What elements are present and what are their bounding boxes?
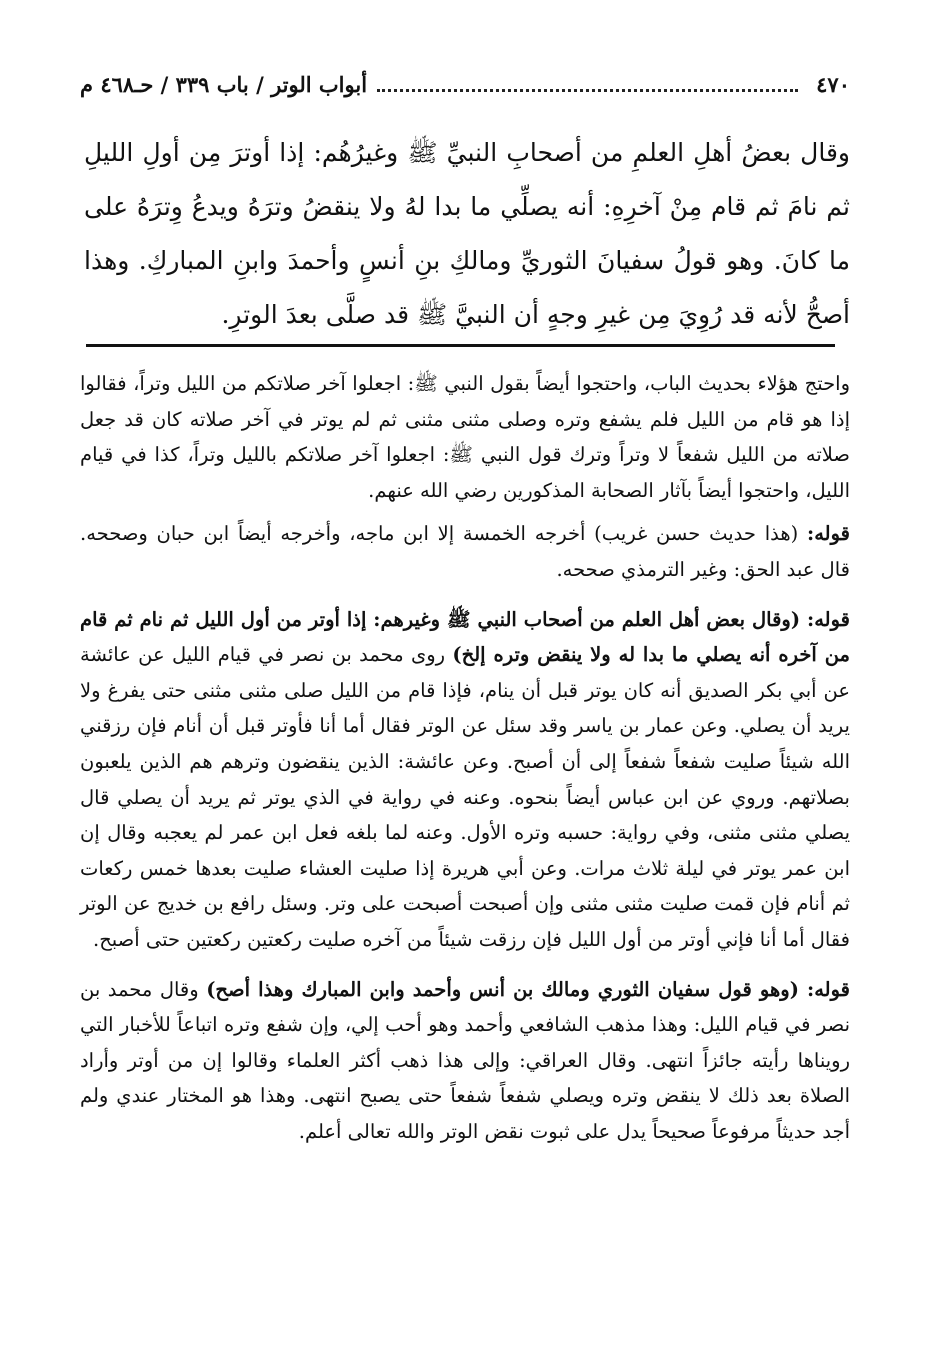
commentary-body: روى محمد بن نصر في قيام الليل عن عائشة عن أبي بكر الصديق أنه كان يوتر قبل أن ينام، فإذا قام من الليل صلى مثنى مثنى حتى يفرغ ولا يريد أن يصلي. وعن عمار بن ياسر وقد سئل عن الوتر فقال أما أنا فأوتر قبل أن أنام فإن رزقني الله شيئاً صليت شفعاً شفعاً إلى أن أصبح. وعن عائشة: الذين ينقضون وترهم هم الذين يلعبون بصلاتهم. وروي عن ابن عباس أيضاً بنحوه. وعنه في رواية في الذي يوتر ثم يريد أن يصلي قال يصلي مثنى مثنى، وفي رواية: حسبه وتره الأول. وعنه لما بلغه فعل ابن عمر لم يعجبه وقال إن ابن عمر يوتر في ليلة ثلاث مرات. وعن أبي هريرة إذا صليت العشاء صليت بعدها خمس ركعات ثم أنام فإن قمت صليت مثنى مثنى وإن أصبحت أصبحت على وتر. وسئل رافع بن خديج عن الوتر فقال أما أنا فإني أوتر من أول الليل فإن رزقت شيئاً من آخره صليت ركعتين ركعتين حتى أصبح. bbox=[80, 643, 850, 951]
hadith-text bbox=[84, 126, 850, 342]
header-dot-leader bbox=[377, 89, 798, 92]
commentary-paragraph-4 bbox=[80, 972, 850, 1150]
main-paragraph: وقال بعضُ أهلِ العلمِ من أصحابِ النبيِّ ﷺ وغيرُهُم: إذا أوترَ مِن أولِ الليلِ ثم نامَ ثم قام مِنْ آخرِهِ: أنه يصلِّي ما بدا لهُ ولا ينقضُ وترَهُ ويدعُ وِترَهُ على ما كانَ. وهو قولُ سفيانَ الثوريِّ ومالكِ بنِ أنسٍ وأحمدَ وابنِ المباركِ. وهذا أصحُّ لأنه قد رُوِيَ مِن غيرِ وجهٍ أن النبيَّ ﷺ قد صلَّى بعدَ الوترِ. bbox=[84, 138, 850, 329]
page-number: ٤٧٠ bbox=[816, 71, 850, 97]
commentary-body: وقال محمد بن نصر في قيام الليل: وهذا مذهب الشافعي وأحمد وهو أحب إلي، وإن شفع وتره اتباعاً للأخبار التي رويناها رأيته جائزاً انتهى. وقال العراقي: وإلى هذا ذهب أكثر العلماء وقالوا إن من أوتر وأراد الصلاة بعد ذلك لا ينقض وتره ويصلي شفعاً شفعاً حتى يصبح انتهى. وهذا هو المختار عندي ولم أجد حديثاً مرفوعاً صحيحاً يدل على ثبوت نقض الوتر والله تعالى أعلم. bbox=[80, 977, 850, 1143]
commentary-body: (هذا حديث حسن غريب) أخرجه الخمسة إلا ابن ماجه، وأخرجه أيضاً ابن حبان وصححه. قال عبد الحق: وغير الترمذي صححه. bbox=[80, 522, 850, 581]
commentary-lead: قوله: bbox=[807, 522, 850, 546]
commentary-paragraph-2 bbox=[80, 516, 850, 587]
commentary-lead: قوله: (وهو قول سفيان الثوري ومالك بن أنس وأحمد وابن المبارك وهذا أصح) bbox=[206, 977, 851, 1001]
commentary-lead: قوله: (وقال بعض أهل العلم من أصحاب النبي ﷺ وغيرهم: إذا أوتر من أول الليل ثم نام ثم قام من آخره أنه يصلي ما بدا له ولا ينقض وتره إلخ) bbox=[80, 607, 850, 667]
commentary-paragraph-1: واحتج هؤلاء بحديث الباب، واحتجوا أيضاً بقول النبي ﷺ: اجعلوا آخر صلاتكم من الليل وتراً، فقالوا إذا هو قام من الليل فلم يشفع وتره وصلى مثنى مثنى ثم لم يوتر في آخر صلاته كان قد جعل صلاته من الليل شفعاً لا وتراً وترك قول النبي ﷺ: اجعلوا آخر صلاتكم بالليل وتراً، كذا في قيام الليل، واحتجوا أيضاً بآثار الصحابة المذكورين رضي الله عنهم. bbox=[80, 372, 850, 502]
separator-rule bbox=[86, 344, 835, 347]
commentary-paragraph-3 bbox=[80, 602, 850, 958]
commentary-section bbox=[80, 366, 850, 1157]
running-header bbox=[80, 64, 850, 104]
header-title: أبواب الوتر / باب ٣٣٩ / حـ٤٦٨ م bbox=[80, 71, 368, 97]
